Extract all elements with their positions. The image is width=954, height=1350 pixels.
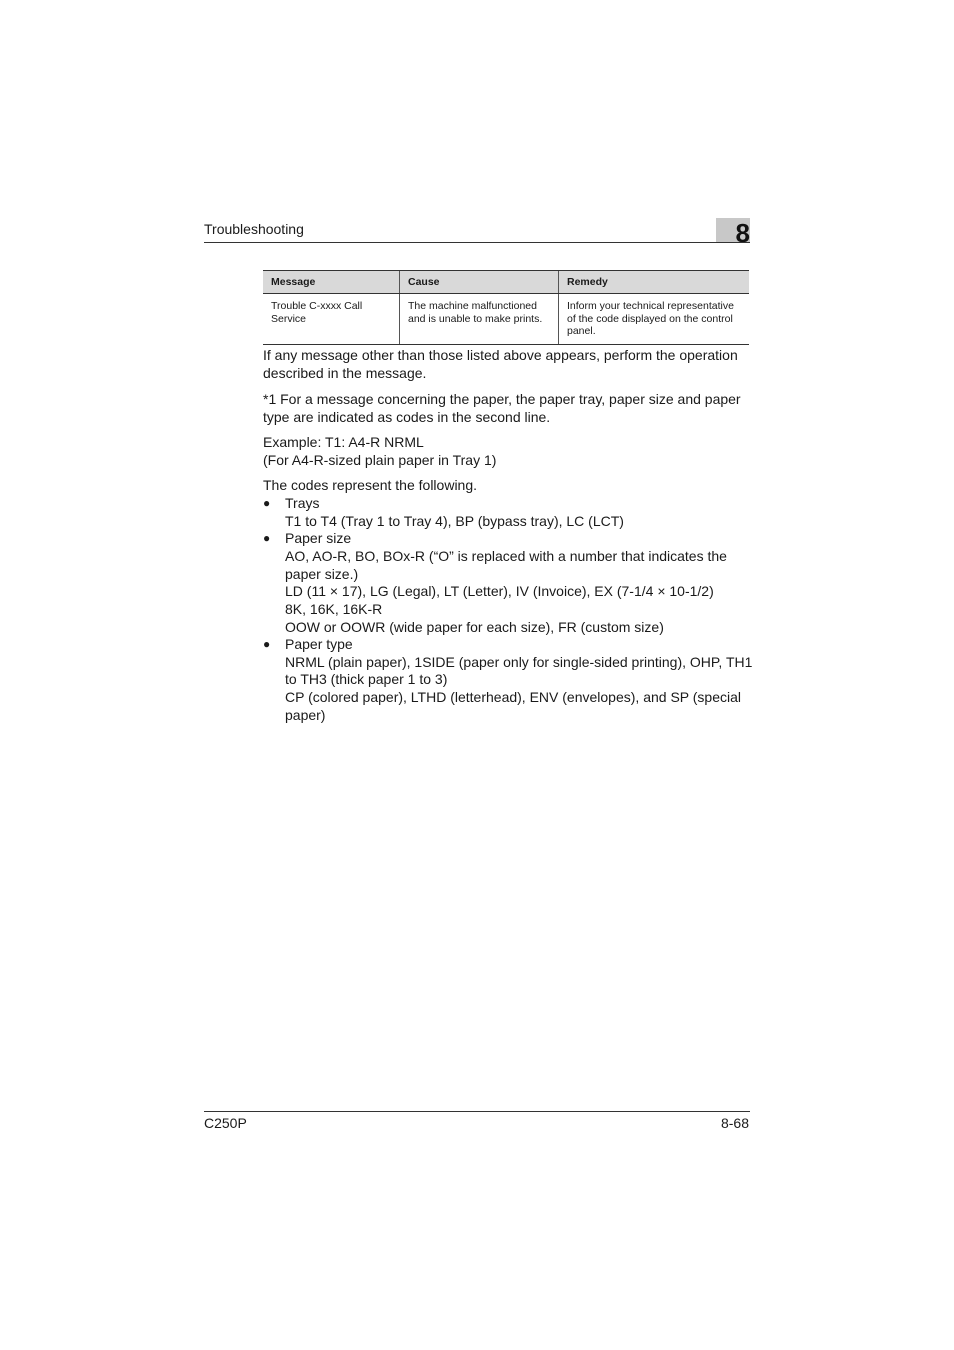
section-title: Troubleshooting — [204, 221, 304, 237]
bullet-label: Paper type — [285, 636, 353, 652]
paper-size-detail-4: OOW or OOWR (wide paper for each size), FR (custom size) — [285, 618, 664, 635]
table-row — [263, 294, 749, 345]
table-header-row — [263, 271, 749, 294]
cell-message: Trouble C-xxxx Call Service — [263, 294, 400, 345]
example-description: (For A4-R-sized plain paper in Tray 1) — [263, 451, 497, 468]
column-header-cause: Cause — [400, 271, 559, 294]
paper-type-detail-1: NRML (plain paper), 1SIDE (paper only for single-sided printing), OHP, TH1 to TH3 (thick paper 1 to 3) — [285, 653, 753, 688]
trays-detail: T1 to T4 (Tray 1 to Tray 4), BP (bypass tray), LC (LCT) — [285, 512, 624, 529]
paper-size-detail-1: AO, AO-R, BO, BOx-R (“O” is replaced with a number that indicates the paper size.) — [285, 548, 727, 582]
footer-model: C250P — [204, 1115, 247, 1131]
paragraph-footnote: *1 For a message concerning the paper, the paper tray, paper size and paper type are indicated as codes in the second line. — [263, 391, 741, 425]
column-header-message: Message — [263, 271, 400, 294]
header-divider — [204, 242, 750, 243]
example-code: Example: T1: A4-R NRML — [263, 434, 424, 450]
message-table — [263, 270, 749, 345]
bullet-label: Trays — [285, 495, 320, 511]
bullet-icon: ● — [263, 637, 271, 651]
paper-type-detail-2: CP (colored paper), LTHD (letterhead), ENV (envelopes), and SP (special paper) — [285, 689, 741, 723]
paper-size-detail-3: 8K, 16K, 16K-R — [285, 600, 383, 617]
page-number: 8-68 — [720, 1115, 749, 1131]
cell-remedy: Inform your technical representative of the code displayed on the control panel. — [559, 294, 750, 345]
bullet-label: Paper size — [285, 530, 352, 546]
bullet-icon: ● — [263, 531, 271, 545]
chapter-number: 8 — [735, 218, 750, 248]
paragraph-other-messages: If any message other than those listed above appears, perform the operation described in the message. — [263, 347, 738, 381]
paper-size-detail-2: LD (11 × 17), LG (Legal), LT (Letter), IV (Invoice), EX (7-1/4 × 10-1/2) — [285, 583, 714, 599]
footer-divider — [204, 1111, 750, 1112]
codes-intro: The codes represent the following. — [263, 477, 478, 493]
cell-cause: The machine malfunctioned and is unable to make prints. — [400, 294, 559, 345]
column-header-remedy: Remedy — [559, 271, 750, 294]
bullet-icon: ● — [263, 496, 271, 510]
